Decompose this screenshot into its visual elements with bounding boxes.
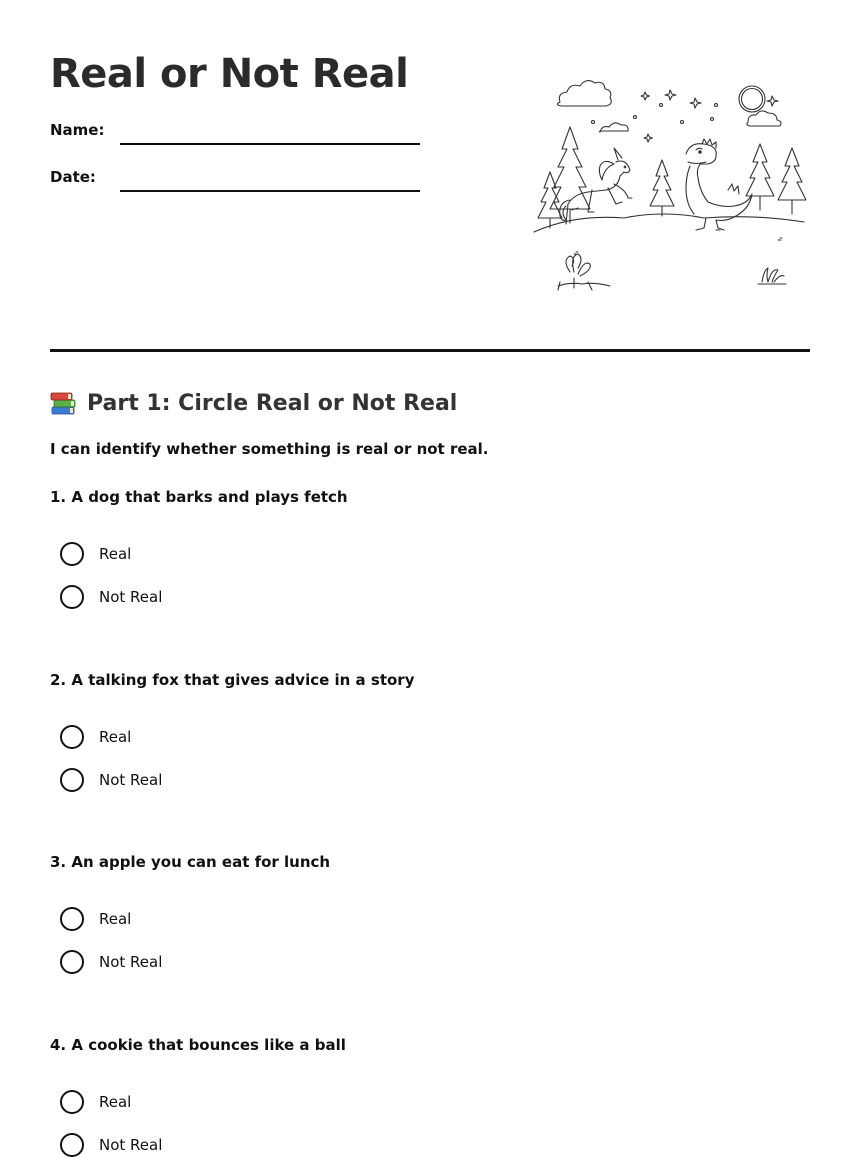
unicorn-icon: [560, 148, 632, 224]
cloud-icon: [747, 111, 781, 126]
option-real[interactable]: [60, 541, 131, 567]
books-icon: [50, 391, 78, 417]
radio-circle[interactable]: [60, 725, 84, 749]
pine-tree-icon: [778, 148, 806, 214]
option-label: Not Real: [99, 1136, 163, 1154]
learning-objective: I can identify whether something is real or not real.: [50, 440, 489, 458]
option-label: Real: [99, 545, 132, 563]
name-label: Name:: [50, 121, 105, 139]
option-label: Real: [99, 910, 132, 928]
moon-icon: [739, 86, 765, 112]
radio-circle[interactable]: [60, 585, 84, 609]
part1-title: [50, 387, 457, 421]
question-text: 4. A cookie that bounces like a ball: [50, 1036, 346, 1054]
part1-title-text: Part 1: Circle Real or Not Real: [87, 391, 458, 416]
option-not-real[interactable]: [60, 949, 162, 975]
star-icon: [767, 96, 778, 106]
option-real[interactable]: [60, 724, 131, 750]
radio-circle[interactable]: [60, 950, 84, 974]
radio-circle[interactable]: [60, 1090, 84, 1114]
radio-circle[interactable]: [60, 907, 84, 931]
worksheet-title: Real or Not Real: [50, 51, 409, 97]
radio-circle[interactable]: [60, 1133, 84, 1157]
question-2: [50, 669, 750, 789]
question-1: [50, 486, 750, 606]
cloud-icon: [599, 123, 628, 132]
unicorn-dinosaur-illustration: [530, 72, 815, 312]
pine-tree-icon: [538, 172, 562, 228]
pine-tree-icon: [650, 160, 674, 216]
name-field[interactable]: [50, 121, 420, 145]
option-not-real[interactable]: [60, 584, 162, 610]
question-text: 2. A talking fox that gives advice in a story: [50, 671, 415, 689]
pine-tree-icon: [550, 127, 590, 223]
option-label: Real: [99, 1093, 132, 1111]
star-icon: [690, 98, 701, 108]
option-real[interactable]: [60, 906, 131, 932]
option-not-real[interactable]: [60, 767, 162, 793]
radio-circle[interactable]: [60, 768, 84, 792]
star-icon: [641, 92, 650, 100]
option-real[interactable]: [60, 1089, 131, 1115]
option-label: Not Real: [99, 588, 163, 606]
section-divider: [50, 349, 810, 352]
date-line[interactable]: [120, 190, 420, 192]
star-icon: [644, 134, 653, 142]
radio-circle[interactable]: [60, 542, 84, 566]
option-label: Real: [99, 728, 132, 746]
plant-icon: [558, 254, 610, 290]
question-4: [50, 1034, 750, 1154]
name-line[interactable]: [120, 143, 420, 145]
date-field[interactable]: [50, 168, 420, 192]
date-label: Date:: [50, 168, 96, 186]
question-3: [50, 851, 750, 971]
option-label: Not Real: [99, 953, 163, 971]
question-text: 1. A dog that barks and plays fetch: [50, 488, 348, 506]
star-icon: [665, 90, 676, 100]
grass-icon: [758, 268, 786, 284]
option-label: Not Real: [99, 771, 163, 789]
cloud-icon: [557, 81, 611, 106]
option-not-real[interactable]: [60, 1132, 162, 1158]
question-text: 3. An apple you can eat for lunch: [50, 853, 331, 871]
